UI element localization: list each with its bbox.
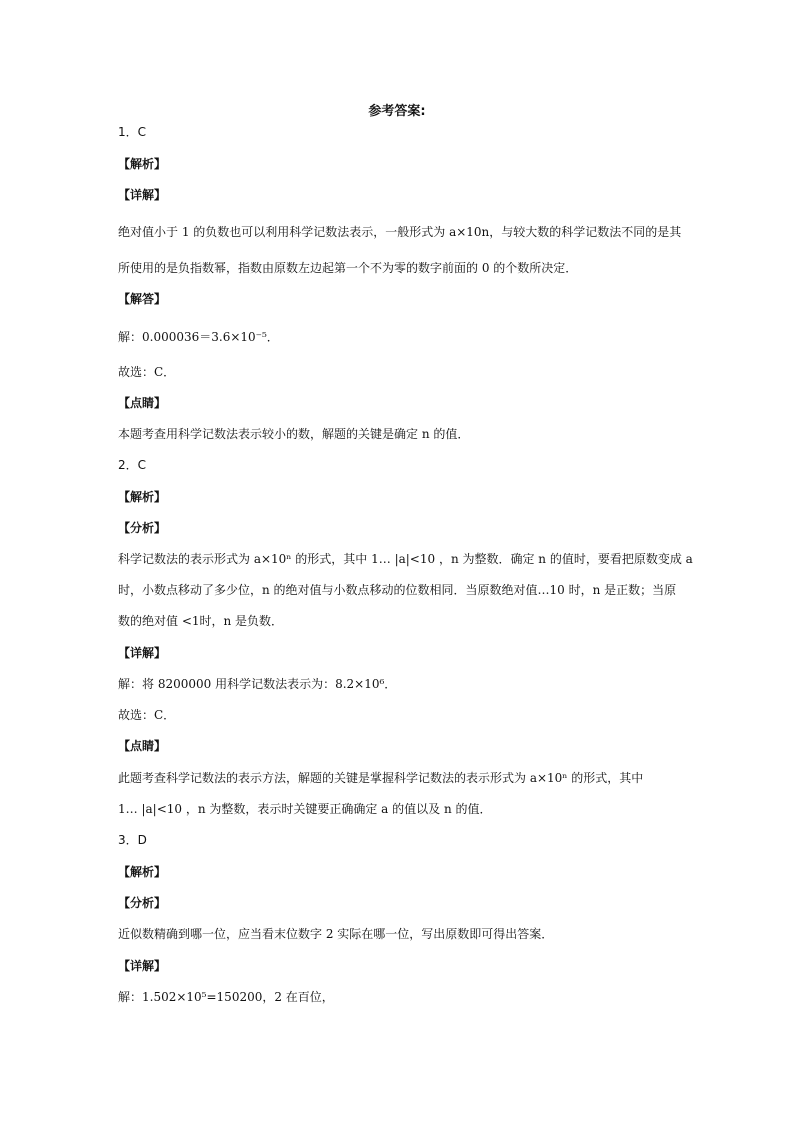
q2-fenxi-heading: 【分析】 [118, 521, 167, 535]
q1-explain-line2: 所使用的是负指数幂，指数由原数左边起第一个不为零的数字前面的 0 的个数所决定． [118, 261, 578, 275]
q2-analysis-line3: 数的绝对值 <1时，n 是负数． [118, 614, 284, 628]
q1-jiexi-heading: 【解析】 [118, 157, 167, 171]
q2-comment-line2: 1… |a|<10 ，n 为整数，表示时关键要正确确定 a 的值以及 n 的值． [118, 802, 492, 816]
q1-choice: 故选：C． [118, 365, 176, 379]
q1-number: 1．C [118, 125, 147, 139]
q2-analysis-line2: 时，小数点移动了多少位，n 的绝对值与小数点移动的位数相同．当原数绝对值…10 时，n 是正数；当原 [118, 583, 677, 597]
page-title: 参考答案: [368, 104, 426, 119]
q3-jiexi-heading: 【解析】 [118, 865, 167, 879]
q1-xiangjie-heading: 【详解】 [118, 188, 167, 202]
q2-choice: 故选：C． [118, 708, 176, 722]
q2-number: 2．C [118, 458, 147, 472]
q1-comment: 本题考查用科学记数法表示较小的数，解题的关键是确定 n 的值． [118, 427, 470, 441]
q1-jieda-heading: 【解答】 [118, 292, 167, 306]
q1-explain-line1: 绝对值小于 1 的负数也可以利用科学记数法表示，一般形式为 a×10n，与较大数的科学记数法不同的是其 [118, 225, 682, 239]
q2-dianjing-heading: 【点睛】 [118, 739, 167, 753]
q1-solution: 解：0.000036＝3.6×10⁻⁵． [118, 330, 279, 344]
q3-analysis: 近似数精确到哪一位，应当看末位数字 2 实际在哪一位，写出原数即可得出答案． [118, 927, 554, 941]
q2-jiexi-heading: 【解析】 [118, 490, 167, 504]
q2-comment-line1: 此题考查科学记数法的表示方法，解题的关键是掌握科学记数法的表示形式为 a×10ⁿ 的形式，其中 [118, 771, 644, 785]
q2-analysis-line1: 科学记数法的表示形式为 a×10ⁿ 的形式，其中 1… |a|<10 ，n 为整数．确定 n 的值时，要看把原数变成 a [118, 552, 693, 566]
q1-dianjing-heading: 【点睛】 [118, 396, 167, 410]
q3-number: 3．D [118, 833, 147, 847]
q2-solution: 解：将 8200000 用科学记数法表示为：8.2×10⁶． [118, 677, 397, 691]
q3-fenxi-heading: 【分析】 [118, 896, 167, 910]
q2-xiangjie-heading: 【详解】 [118, 646, 167, 660]
q3-solution: 解：1.502×10⁵=150200，2 在百位， [118, 990, 334, 1004]
q3-xiangjie-heading: 【详解】 [118, 959, 167, 973]
